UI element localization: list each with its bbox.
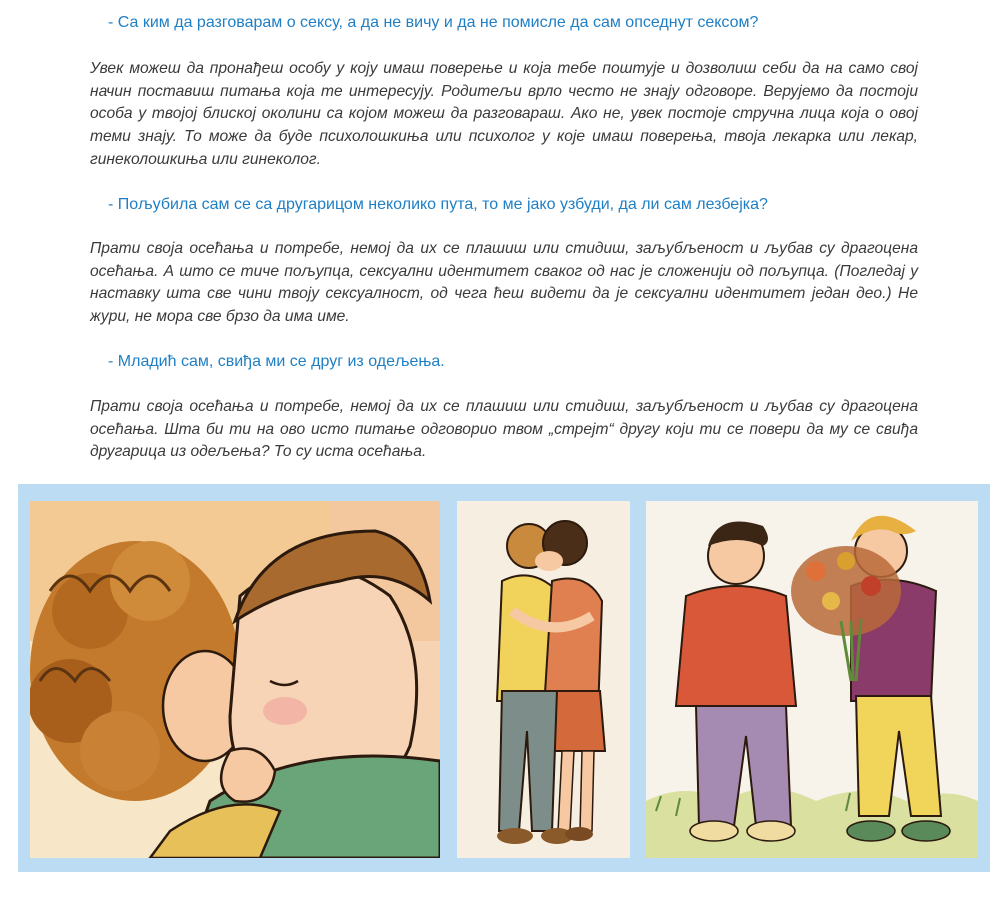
answer-1: Увек можеш да пронађеш особу у коју имаш поверење и која тебе поштује и дозволиш себи да на само свој начин поставиш питања која те интересују. Родитељи врло често не знају одговоре. Верујемо да постоји особа у твојој блиској околини са којом можеш да разговараш. Ако не, увек постоје стручна лица која о овој теми знају. То може да буде психолошкиња или психолог у које имаш поверења, твоја лекарка или лекар, гинеколошкиња или гинеколог. (90, 60, 918, 168)
question-3: - Младић сам, свиђа ми се друг из одељења. (108, 353, 445, 370)
boy-with-bouquet-illustration (646, 501, 978, 858)
two-boys-kissing-illustration (30, 501, 440, 858)
question-1: - Са ким да разговарам о сексу, а да не вичу и да не помисле да сам опседнут сексом? (108, 14, 759, 31)
answer-2: Прати своја осећања и потребе, немој да их се плашиш или стидиш, заљубљеност и љубав су драгоцена осећања. А што се тиче пољупца, сексуални идентитет сваког од нас је сложенији од пољупца. (Погледај у наставку шта све чини твоју сексуалност, од чега ћеш видети да је сексуални идентитет један део.) Не жури, не мора све брзо да има име. (90, 240, 918, 326)
two-girls-embracing-illustration (457, 501, 630, 858)
answer-3: Прати своја осећања и потребе, немој да их се плашиш или стидиш, заљубљеност и љубав су драгоцена осећања. Шта би ти на ово исто питање одговорио твом „стрејт“ другу који ти се повери да му се свиђа другарица из одељења? То су иста осећања. (90, 398, 918, 461)
question-2: - Пољубила сам се са другарицом неколико пута, то ме јако узбуди, да ли сам лезбејка? (108, 196, 768, 213)
illustration-frame (18, 484, 990, 872)
